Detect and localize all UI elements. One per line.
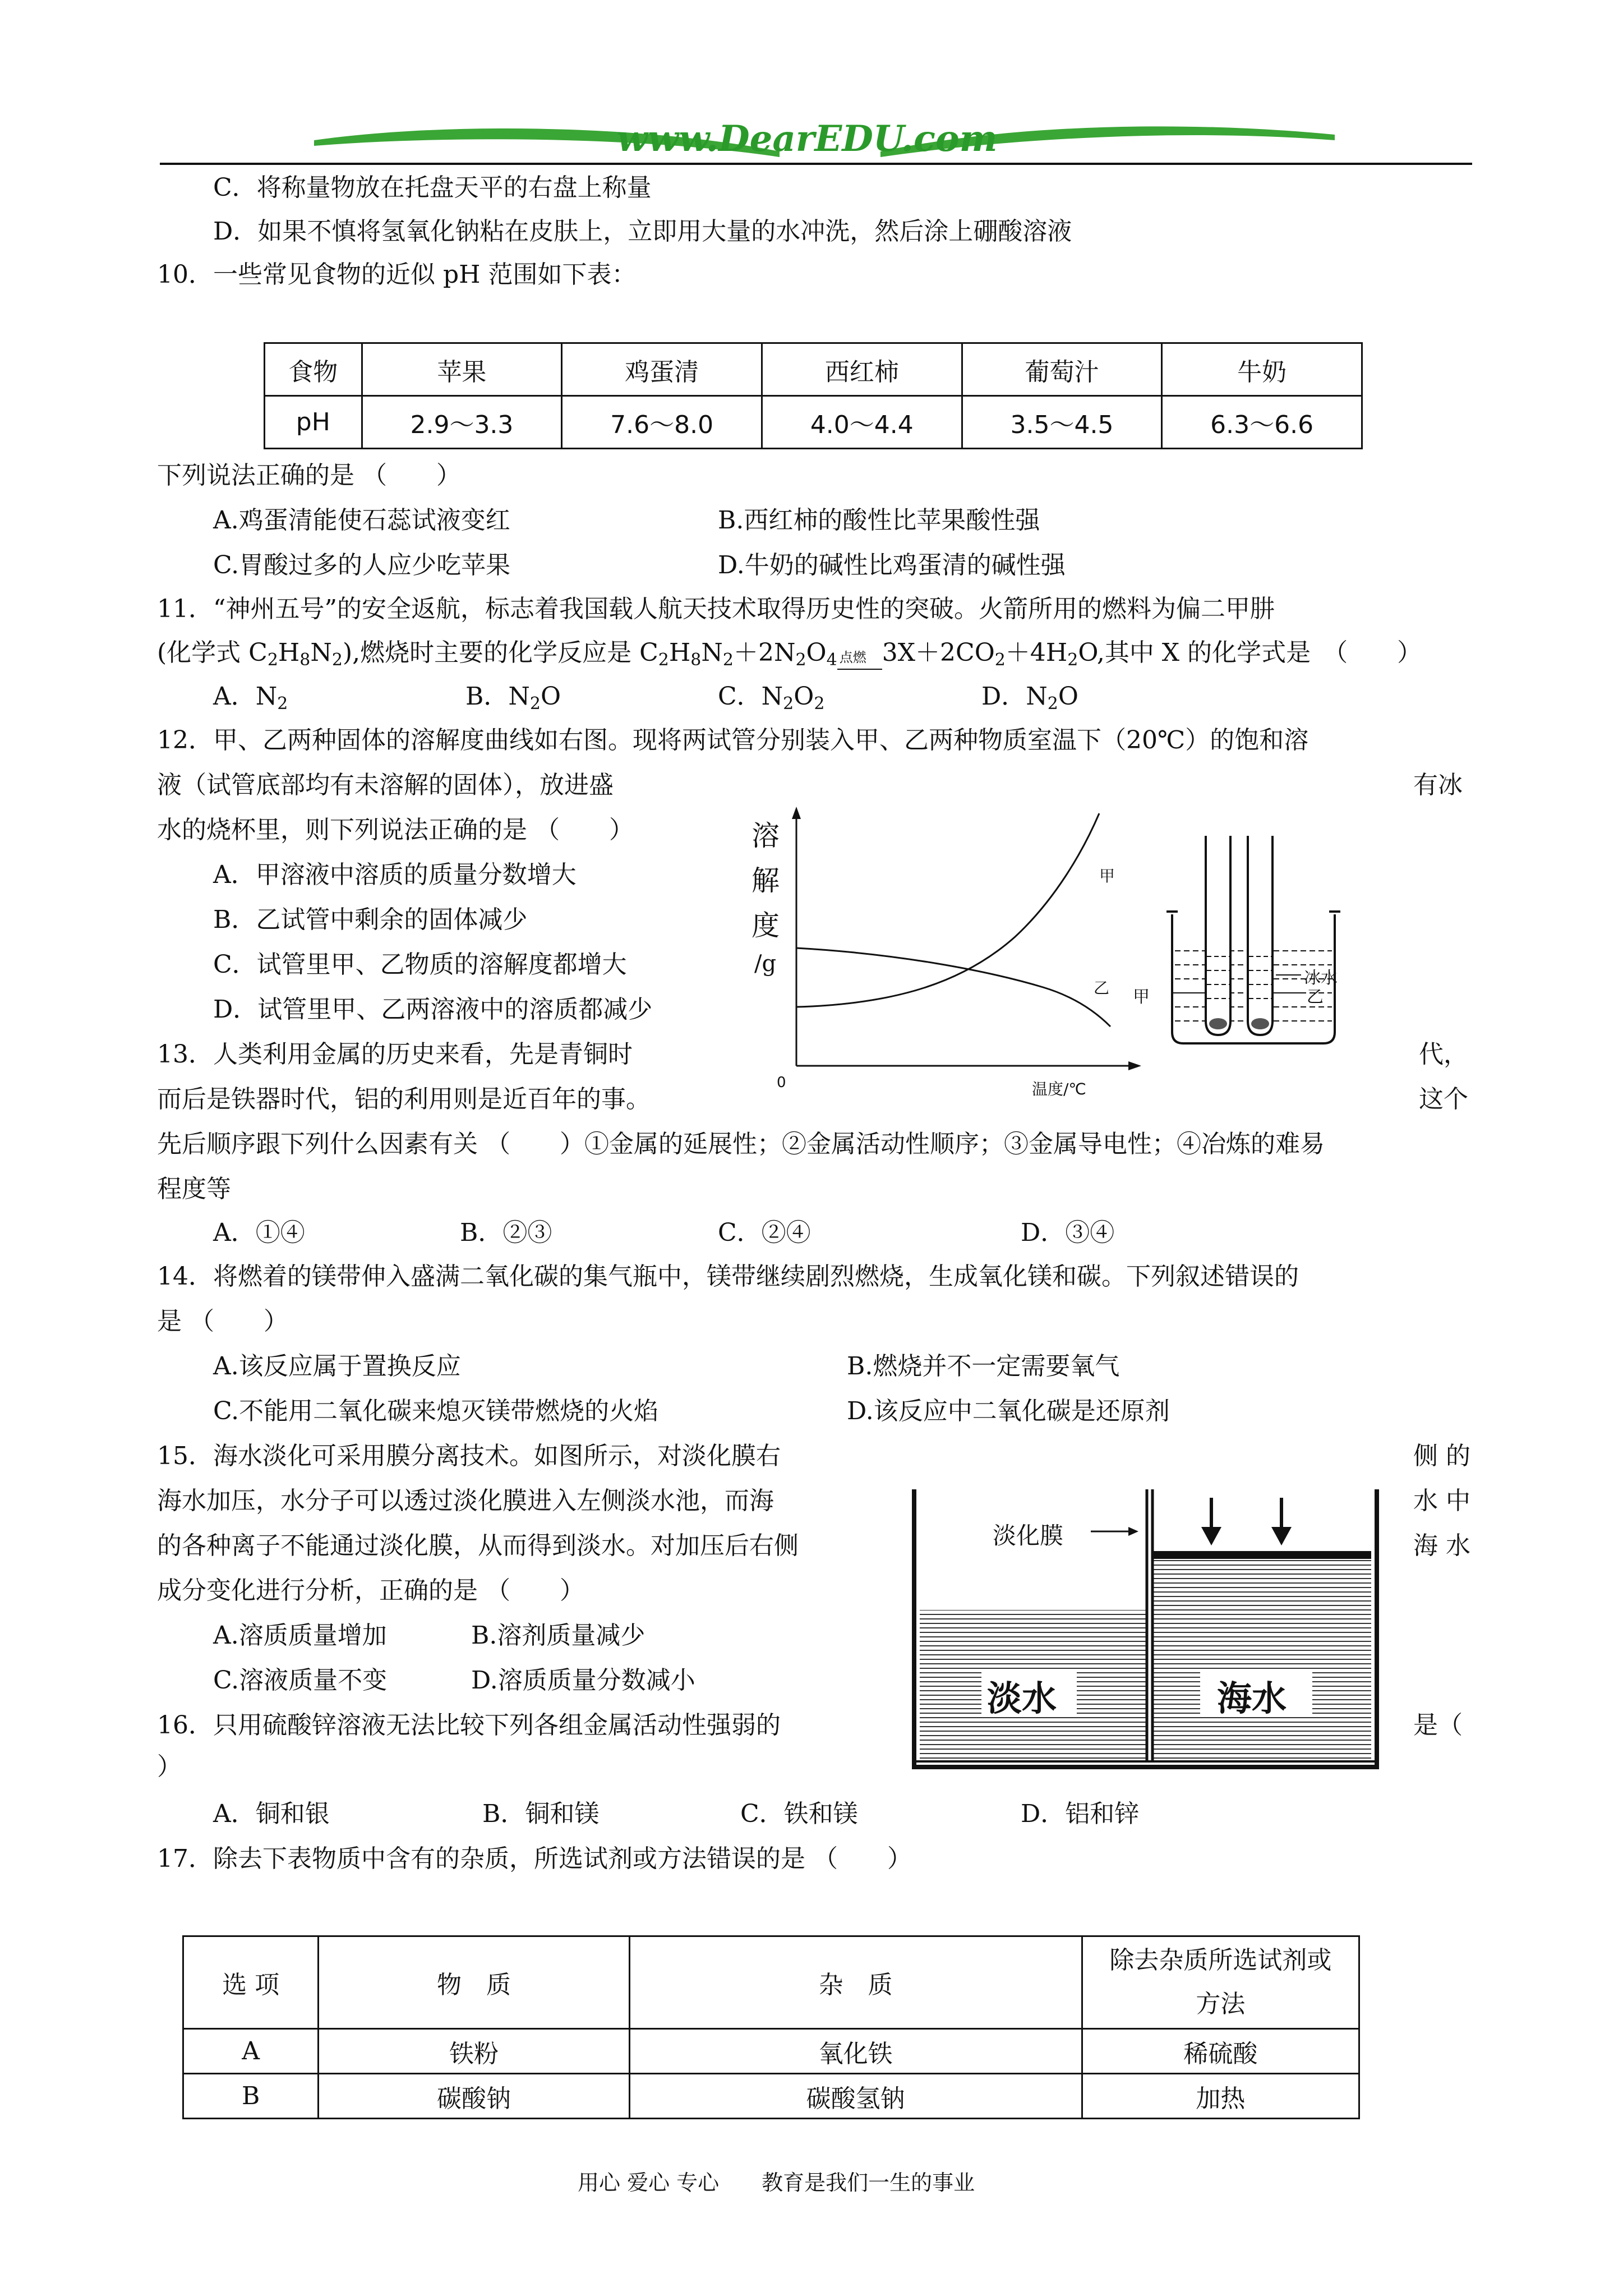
q17-header-method-line2: 方法: [1196, 1990, 1246, 2018]
q13-option-a: A．①④: [213, 1218, 305, 1247]
q15-membrane-label: 淡化膜: [993, 1522, 1064, 1549]
y-axis-arrow-icon: [792, 807, 801, 819]
q11-option-b: B．$N_2O$: [465, 682, 561, 714]
q13-option-b: B．②③: [460, 1218, 552, 1247]
q10-table-ph-row: [265, 396, 1362, 449]
q11-condition: 点燃: [839, 650, 866, 665]
q10-ph-value: 3.5～4.5: [962, 396, 1162, 449]
test-tube-a: [1206, 836, 1230, 1035]
q17-stem: 17．除去下表物质中含有的杂质，所选试剂或方法错误的是 （ ）: [157, 1844, 912, 1873]
q17-cell: 加热: [1082, 2074, 1359, 2119]
q11-text: 3X＋2CO: [882, 638, 995, 667]
solid-b: [1251, 1018, 1269, 1029]
q13-line1: 13．人类利用金属的历史来看，先是青铜时: [157, 1040, 633, 1069]
q15-line3: 的各种离子不能通过淡化膜，从而得到淡水。对加压后右侧: [157, 1531, 799, 1560]
piston: [1152, 1551, 1371, 1559]
q12-ylabel-2: 解: [751, 864, 780, 897]
header-site-name: www.DearEDU.com: [617, 118, 998, 160]
q12-xlabel: 温度/℃: [1032, 1080, 1086, 1098]
q15-desalination-diagram: [909, 1487, 1380, 1778]
q15-line1-right: 侧 的: [1413, 1442, 1470, 1470]
q12-line1: 12．甲、乙两种固体的溶解度曲线如右图。现将两试管分别装入甲、乙两种物质室温下（20℃）的饱和溶: [157, 726, 1309, 754]
q10-stem: 10．一些常见食物的近似 pH 范围如下表：: [157, 260, 637, 289]
q12-graph-svg: [751, 802, 1155, 1105]
q11-text: O,其中 X 的化学式是 （ ）: [1078, 638, 1422, 667]
q17-cell: A: [183, 2029, 319, 2074]
q16-option-c: C．铁和镁: [740, 1800, 858, 1828]
q15-line2: 海水加压，水分子可以透过淡化膜进入左侧淡水池，而海: [157, 1487, 774, 1515]
q10-option-d: D.牛奶的碱性比鸡蛋清的碱性强: [718, 551, 1066, 579]
q14-option-b: B.燃烧并不一定需要氧气: [847, 1352, 1120, 1381]
q12-origin-label: 0: [777, 1074, 786, 1091]
q11-option-a: A．$N_2$: [213, 682, 288, 714]
q11-option-d: D．$N_2O$: [981, 682, 1078, 714]
q14-line2: 是 （ ）: [157, 1307, 288, 1336]
q15-option-d: D.溶质质量分数减小: [471, 1666, 695, 1695]
q10-option-b: B.西红柿的酸性比苹果酸性强: [718, 506, 1040, 535]
q10-option-a: A.鸡蛋清能使石蕊试液变红: [213, 506, 510, 535]
q13-line2: 而后是铁器时代，铝的利用则是近百年的事。: [157, 1085, 651, 1114]
q15-option-c: C.溶液质量不变: [213, 1666, 388, 1695]
q12-series-a-label: 甲: [1099, 867, 1115, 885]
q17-cell: 碳酸钠: [319, 2074, 629, 2119]
q14-option-a: A.该反应属于置换反应: [213, 1352, 461, 1381]
q17-header-cell: 物 质: [319, 1936, 629, 2029]
q14-option-d: D.该反应中二氧化碳是还原剂: [847, 1397, 1170, 1425]
curve-series-a: [796, 813, 1099, 1007]
q12-solubility-graph: [751, 802, 1155, 1105]
footer: 用心 爱心 专心 教育是我们一生的事业: [578, 2170, 975, 2195]
q11-option-b-text: B．N: [465, 682, 530, 711]
q15-sea-label: 海水: [1217, 1678, 1287, 1719]
header-logo: [314, 118, 1335, 168]
q10-header-cell: 牛奶: [1162, 343, 1362, 396]
q9-option-d: D．如果不慎将氢氧化钠粘在皮肤上，立即用大量的水冲洗，然后涂上硼酸溶液: [213, 217, 1072, 246]
q12-option-a: A．甲溶液中溶质的质量分数增大: [213, 861, 577, 889]
q12-beaker-label-b: 乙: [1307, 987, 1324, 1007]
q16-line1-right: 是（: [1413, 1711, 1463, 1740]
q12-ylabel-1: 溶: [751, 820, 780, 852]
q13-option-c: C．②④: [718, 1218, 811, 1247]
q15-line1: 15．海水淡化可采用膜分离技术。如图所示，对淡化膜右: [157, 1442, 781, 1470]
q16-option-b: B．铜和镁: [482, 1800, 600, 1828]
q15-line3-right: 海 水: [1413, 1531, 1470, 1560]
q13-line2-right: 这个: [1419, 1085, 1468, 1114]
q14-option-c: C.不能用二氧化碳来熄灭镁带燃烧的火焰: [213, 1397, 659, 1425]
q12-ylabel-3: 度: [751, 909, 780, 942]
q15-line2-right: 水 中: [1413, 1487, 1470, 1515]
q17-cell: 铁粉: [319, 2029, 629, 2074]
q17-header-row: [183, 1936, 1359, 2029]
q17-cell: B: [183, 2074, 319, 2119]
q10-header-cell: 葡萄汁: [962, 343, 1162, 396]
x-axis-arrow-icon: [1128, 1061, 1141, 1070]
q15-line4: 成分变化进行分析，正确的是 （ ）: [157, 1576, 584, 1605]
q10-row-label: pH: [265, 396, 362, 449]
header-rule: [160, 163, 1472, 165]
q12-line3: 水的烧杯里，则下列说法正确的是 （ ）: [157, 816, 634, 844]
q17-table: [182, 1935, 1360, 2119]
q11-reaction-arrow: [837, 669, 882, 670]
q17-cell: 稀硫酸: [1082, 2029, 1359, 2074]
q14-line1: 14．将燃着的镁带伸入盛满二氧化碳的集气瓶中，镁带继续剧烈燃烧，生成氧化镁和碳。下列叙述错误的: [157, 1262, 1299, 1291]
curve-series-b: [796, 948, 1110, 1027]
q15-fresh-label: 淡水: [987, 1678, 1057, 1719]
q12-series-b-label: 乙: [1094, 979, 1110, 997]
q13-option-d: D．③④: [1021, 1218, 1115, 1247]
q11-text: ),燃烧时主要的化学反应是 C: [342, 638, 658, 667]
q10-header-cell: 西红柿: [762, 343, 962, 396]
q12-beaker-svg: [1122, 830, 1385, 1055]
q13-line3: 先后顺序跟下列什么因素有关 （ ）①金属的延展性；②金属活动性顺序；③金属导电性；④冶炼的难易: [157, 1130, 1325, 1158]
q10-table-header-row: [265, 343, 1362, 396]
q17-header-cell: 选 项: [183, 1936, 319, 2029]
q13-line1-right: 代，: [1419, 1040, 1468, 1069]
q15-diagram-svg: [909, 1487, 1380, 1778]
q15-option-a: A.溶质质量增加: [213, 1621, 387, 1650]
q10-header-cell: 苹果: [362, 343, 562, 396]
q12-line2-right: 有冰: [1413, 771, 1463, 799]
q12-option-d: D．试管里甲、乙两溶液中的溶质都减少: [213, 995, 653, 1024]
q13-line4: 程度等: [157, 1175, 231, 1203]
q10-header-cell: 食物: [265, 343, 362, 396]
q10-header-cell: 鸡蛋清: [562, 343, 762, 396]
q11-line2: (化学式 $C_2H_8N_2$),燃烧时主要的化学反应是 $C_2H_8N_2+2N_2O_4$ 点燃 $3X+2CO_2+4H_2O$,其中 X 的化学式是 （ ）: [157, 638, 1422, 670]
q12-beaker-diagram: [1122, 830, 1385, 1055]
q12-beaker-label-a: 甲: [1133, 987, 1150, 1007]
arrow-down-icon: [1271, 1527, 1292, 1545]
q17-header-cell: 杂 质: [629, 1936, 1082, 2029]
q10-option-c: C.胃酸过多的人应少吃苹果: [213, 551, 511, 579]
solid-a: [1209, 1018, 1227, 1029]
q17-cell: 碳酸氢钠: [629, 2074, 1082, 2119]
q11-line1: 11．“神州五号”的安全返航，标志着我国载人航天技术取得历史性的突破。火箭所用的燃料为偏二甲肼: [157, 595, 1275, 623]
q17-row-a: [183, 2029, 1359, 2074]
arrow-right-icon: [1128, 1527, 1138, 1536]
q10-ph-value: 4.0～4.4: [762, 396, 962, 449]
q11-option-d-text: D．N: [981, 682, 1048, 711]
q17-header-cell-method: [1082, 1936, 1359, 2029]
q17-header-method-line1: 除去杂质所选试剂或: [1109, 1946, 1332, 1975]
q10-ph-value: 2.9～3.3: [362, 396, 562, 449]
q10-prompt: 下列说法正确的是 （ ）: [157, 461, 461, 490]
q11-text: (化学式 C: [157, 638, 268, 667]
q16-line1: 16．只用硫酸锌溶液无法比较下列各组金属活动性强弱的: [157, 1711, 781, 1740]
q11-option-c: C．$N_2O_2$: [718, 682, 825, 714]
q12-option-c: C．试管里甲、乙物质的溶解度都增大: [213, 950, 627, 979]
q12-ice-water-label: 冰水: [1304, 968, 1338, 988]
q12-ylabel-4: /g: [754, 951, 777, 977]
q16-option-a: A．铜和银: [213, 1800, 330, 1828]
sea-water-region: [1152, 1559, 1371, 1761]
q16-option-d: D．铝和锌: [1021, 1800, 1140, 1828]
q10-ph-value: 6.3～6.6: [1162, 396, 1362, 449]
q12-option-b: B．乙试管中剩余的固体减少: [213, 905, 528, 934]
q10-ph-table: [264, 342, 1363, 449]
q9-option-c: C．将称量物放在托盘天平的右盘上称量: [213, 173, 652, 202]
arrow-down-icon: [1201, 1527, 1221, 1545]
test-tube-b: [1248, 836, 1272, 1035]
q15-option-b: B.溶剂质量减少: [471, 1621, 645, 1650]
q10-ph-value: 7.6～8.0: [562, 396, 762, 449]
q17-cell: 氧化铁: [629, 2029, 1082, 2074]
q16-line2: ）: [157, 1752, 182, 1781]
q17-row-b: [183, 2074, 1359, 2119]
q11-option-c-text: C．N: [718, 682, 783, 711]
q11-option-a-text: A．N: [213, 682, 278, 711]
q12-line2: 液（试管底部均有未溶解的固体），放进盛: [157, 771, 614, 799]
